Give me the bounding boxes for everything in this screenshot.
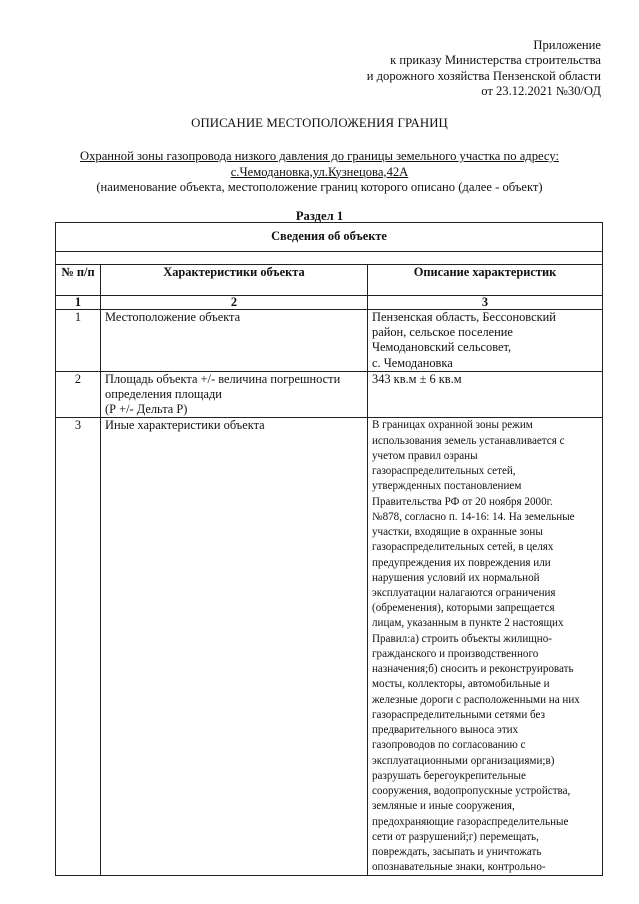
description-line: предварительного выноса этих (372, 724, 519, 737)
description-line: утвержденных постановлением (372, 480, 522, 493)
description-line: учетом правил озраны (372, 449, 478, 462)
description-line: разрушать берегоукрепительные (372, 769, 526, 782)
row-description (368, 310, 603, 372)
table-row (56, 371, 603, 418)
description-line: В границах охранной зоны режим (372, 419, 533, 432)
description-line: газопроводов по согласованию с (372, 739, 526, 752)
description-line: район, сельское поселение (372, 325, 513, 340)
section-heading: Раздел 1 (295, 209, 344, 223)
description-line: газораспределительных сетей, в целях (372, 541, 554, 554)
spacer-row (56, 252, 603, 265)
row-characteristic (101, 371, 368, 418)
column-number: 1 (56, 296, 101, 310)
column-number: 3 (368, 296, 603, 310)
description-line: использования земель устанавливается с (372, 434, 565, 447)
description-line: сооружения, водопропускные устройства, (372, 785, 571, 798)
appendix-line: Приложение (533, 38, 601, 52)
characteristic-line: Площадь объекта +/- величина погрешности (105, 371, 341, 386)
header-description: Описание характеристик (368, 265, 603, 296)
row-number: 1 (56, 310, 101, 372)
appendix-line: к приказу Министерства строительства (390, 53, 601, 68)
description-line: №878, согласно п. 14-16: 14. На земельные (372, 510, 575, 523)
object-info-table (55, 222, 603, 876)
description-line: железные дороги с расположенными на них (372, 693, 580, 706)
description-line: сети от разрушений;г) перемещать, (372, 830, 539, 843)
table-header-row (56, 265, 603, 296)
section-title: Сведения об объекте (56, 223, 603, 252)
object-name-line: с.Чемодановка,ул.Кузнецова,42А (230, 164, 409, 179)
description-line: эксплуатационными организациями;в) (372, 754, 555, 767)
column-number: 2 (101, 296, 368, 310)
description-line: (обременения), которыми запрещается (372, 602, 555, 615)
description-line: земляные и иные сооружения, (372, 800, 515, 813)
description-line: предупреждения их повреждения или (372, 556, 551, 569)
description-line: Пензенская область, Бессоновский (372, 310, 556, 324)
description-line: эксплуатации налагаются ограничения (372, 587, 556, 599)
characteristic-line: (Р +/- Дельта Р) (105, 402, 188, 417)
description-line: назначения;б) сносить и реконструировать (372, 663, 574, 676)
characteristic-line: определения площади (105, 387, 222, 402)
object-name-line: Охранной зоны газопровода низкого давления до границы земельного участка по адресу: (80, 149, 559, 163)
description-line: Правил:а) строить объекты жилищно- (372, 632, 552, 645)
document-title: ОПИСАНИЕ МЕСТОПОЛОЖЕНИЯ ГРАНИЦ (191, 116, 448, 130)
description-line: лицам, указанным в пункте 2 настоящих (372, 617, 564, 630)
description-line: нарушения условий их нормальной (372, 571, 540, 584)
table-row (56, 310, 603, 372)
description-line: предохраняющие газораспределительные (372, 815, 569, 828)
description-line: опознавательные знаки, контрольно- (372, 861, 546, 874)
object-description (0, 149, 639, 196)
description-line: мосты, коллекторы, автомобильные и (372, 678, 550, 691)
table-row (56, 418, 603, 876)
object-caption: (наименование объекта, местоположение границ которого описано (далее - объект) (96, 180, 543, 195)
description-line: Правительства РФ от 20 ноября 2000г. (372, 495, 553, 508)
appendix-block (367, 38, 601, 100)
description-line: с. Чемодановка (372, 355, 453, 370)
row-number: 3 (56, 418, 101, 876)
appendix-line: и дорожного хозяйства Пензенской области (366, 68, 601, 83)
column-number-row (56, 296, 603, 310)
description-line: повреждать, засыпать и уничтожать (372, 845, 542, 858)
row-characteristic: Местоположение объекта (101, 310, 368, 372)
description-line: газораспределительных сетей, (372, 465, 516, 478)
appendix-line: от 23.12.2021 №30/ОД (481, 84, 601, 99)
row-number: 2 (56, 371, 101, 418)
header-no: № п/п (56, 265, 101, 296)
row-description: 343 кв.м ± 6 кв.м (368, 371, 603, 418)
description-line: гражданского и производственного (372, 647, 539, 660)
row-description (368, 418, 603, 876)
description-line: Чемодановский сельсовет, (372, 340, 512, 355)
description-line: газораспределительными сетями без (372, 708, 545, 721)
header-characteristics: Характеристики объекта (101, 265, 368, 296)
row-characteristic: Иные характеристики объекта (101, 418, 368, 876)
description-line: участки, входящие в охранные зоны (372, 526, 543, 539)
